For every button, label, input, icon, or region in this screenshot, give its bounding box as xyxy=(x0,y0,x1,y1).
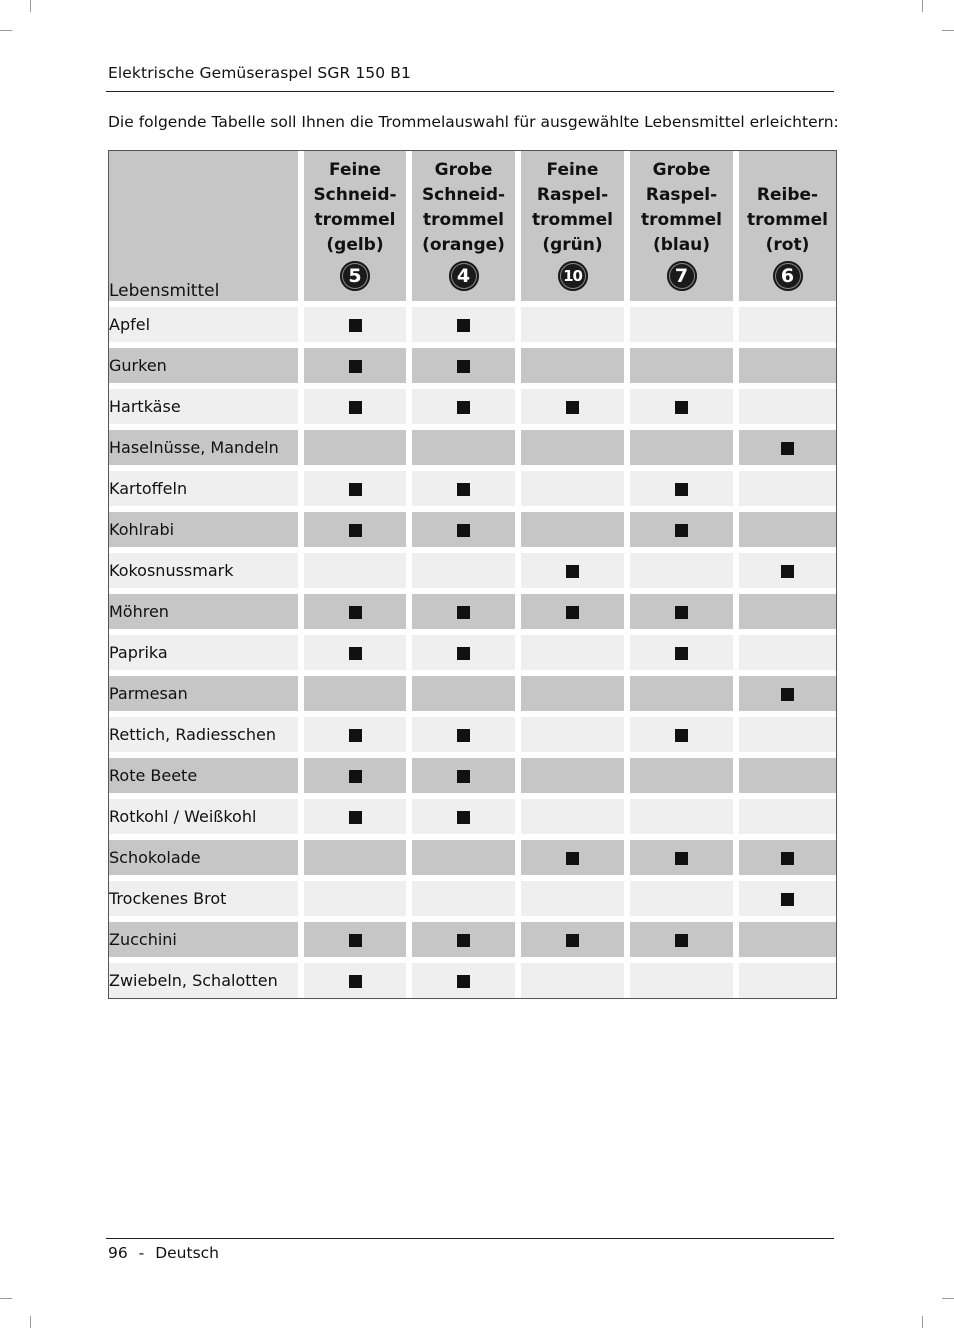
table-body xyxy=(109,307,836,998)
drum-suitability-cell xyxy=(630,430,739,471)
drum-suitability-cell xyxy=(630,512,739,553)
suitable-square-icon xyxy=(457,606,470,619)
table-row xyxy=(109,676,836,717)
crop-mark xyxy=(30,0,31,12)
suitable-square-icon xyxy=(349,729,362,742)
crop-mark xyxy=(922,0,923,12)
drum-suitability-cell xyxy=(521,676,630,717)
table-row xyxy=(109,963,836,998)
drum-suitability-cell xyxy=(304,635,412,676)
table-row xyxy=(109,307,836,348)
drum-suitability-cell xyxy=(739,512,836,553)
suitable-square-icon xyxy=(457,647,470,660)
table-header-row xyxy=(109,151,836,307)
page-header-title: Elektrische Gemüseraspel SGR 150 B1 xyxy=(108,64,411,82)
food-name-cell: Schokolade xyxy=(109,840,304,881)
table-row xyxy=(109,799,836,840)
food-name-cell: Zucchini xyxy=(109,922,304,963)
suitable-square-icon xyxy=(781,893,794,906)
header-line: Raspel- xyxy=(536,185,609,205)
drum-number-badge: 10 xyxy=(558,261,588,291)
drum-suitability-cell xyxy=(739,594,836,635)
suitable-square-icon xyxy=(566,852,579,865)
drum-suitability-cell xyxy=(412,676,521,717)
header-rule xyxy=(106,91,834,92)
drum-suitability-cell xyxy=(412,348,521,389)
header-line: trommel xyxy=(532,210,613,230)
table-row xyxy=(109,840,836,881)
food-name-cell: Möhren xyxy=(109,594,304,635)
header-line: (orange) xyxy=(422,235,505,255)
suitable-square-icon xyxy=(675,524,688,537)
food-name-cell: Rotkohl / Weißkohl xyxy=(109,799,304,840)
suitable-square-icon xyxy=(349,975,362,988)
drum-suitability-cell xyxy=(412,389,521,430)
food-name-cell: Kartoffeln xyxy=(109,471,304,512)
drum-suitability-cell xyxy=(630,881,739,922)
suitable-square-icon xyxy=(349,360,362,373)
drum-suitability-cell xyxy=(412,471,521,512)
table-row xyxy=(109,717,836,758)
suitable-square-icon xyxy=(457,934,470,947)
drum-suitability-cell xyxy=(304,717,412,758)
page-footer xyxy=(108,1244,219,1262)
drum-suitability-cell xyxy=(739,758,836,799)
drum-suitability-cell xyxy=(521,635,630,676)
drum-suitability-cell xyxy=(521,840,630,881)
footer-rule xyxy=(106,1238,834,1239)
drum-suitability-cell xyxy=(521,553,630,594)
table-row xyxy=(109,881,836,922)
drum-suitability-cell xyxy=(630,553,739,594)
suitable-square-icon xyxy=(781,852,794,865)
food-column-header: Lebensmittel xyxy=(109,151,304,307)
header-line: Raspel- xyxy=(645,185,718,205)
drum-suitability-cell xyxy=(412,758,521,799)
crop-mark xyxy=(30,1316,31,1328)
drum-suitability-cell xyxy=(630,471,739,512)
drum-selection-table xyxy=(108,150,837,999)
header-line: (rot) xyxy=(765,235,810,255)
drum-suitability-cell xyxy=(630,635,739,676)
drum-suitability-cell xyxy=(630,594,739,635)
suitable-square-icon xyxy=(349,483,362,496)
food-name-cell: Gurken xyxy=(109,348,304,389)
suitable-square-icon xyxy=(457,524,470,537)
drum-suitability-cell xyxy=(739,676,836,717)
drum-suitability-cell xyxy=(630,758,739,799)
suitable-square-icon xyxy=(675,729,688,742)
drum-number-badge: 6 xyxy=(773,261,803,291)
crop-mark xyxy=(942,1298,954,1299)
drum-suitability-cell xyxy=(630,307,739,348)
suitable-square-icon xyxy=(566,401,579,414)
page-number: 96 xyxy=(108,1244,128,1262)
suitable-square-icon xyxy=(566,606,579,619)
header-line: Grobe xyxy=(652,160,711,180)
suitable-square-icon xyxy=(349,770,362,783)
drum-suitability-cell xyxy=(412,594,521,635)
drum-column-header xyxy=(521,151,630,307)
header-line: trommel xyxy=(423,210,504,230)
header-line: Schneid- xyxy=(313,185,397,205)
drum-suitability-cell xyxy=(412,635,521,676)
food-name-cell: Rettich, Radiesschen xyxy=(109,717,304,758)
suitable-square-icon xyxy=(457,811,470,824)
drum-column-header xyxy=(739,151,836,307)
food-name-cell: Kokosnussmark xyxy=(109,553,304,594)
crop-mark xyxy=(942,30,954,31)
suitable-square-icon xyxy=(781,565,794,578)
crop-mark xyxy=(922,1316,923,1328)
food-name-cell: Kohlrabi xyxy=(109,512,304,553)
food-name-cell: Rote Beete xyxy=(109,758,304,799)
drum-suitability-cell xyxy=(304,594,412,635)
drum-suitability-cell xyxy=(304,676,412,717)
crop-mark xyxy=(0,1298,12,1299)
drum-number-badge: 5 xyxy=(340,261,370,291)
drum-suitability-cell xyxy=(739,307,836,348)
suitable-square-icon xyxy=(457,483,470,496)
drum-suitability-cell xyxy=(521,430,630,471)
drum-suitability-cell xyxy=(739,430,836,471)
drum-suitability-cell xyxy=(521,389,630,430)
intro-text: Die folgende Tabelle soll Ihnen die Trommelauswahl für ausgewählte Lebensmittel erleichtern: xyxy=(108,113,839,131)
food-name-cell: Zwiebeln, Schalotten xyxy=(109,963,304,998)
drum-suitability-cell xyxy=(739,635,836,676)
drum-suitability-cell xyxy=(630,348,739,389)
drum-suitability-cell xyxy=(739,348,836,389)
drum-number-badge: 7 xyxy=(667,261,697,291)
drum-suitability-cell xyxy=(412,512,521,553)
crop-mark xyxy=(0,30,12,31)
suitable-square-icon xyxy=(457,401,470,414)
suitable-square-icon xyxy=(566,934,579,947)
drum-suitability-cell xyxy=(630,840,739,881)
suitable-square-icon xyxy=(349,934,362,947)
drum-suitability-cell xyxy=(521,963,630,998)
drum-suitability-cell xyxy=(304,922,412,963)
suitable-square-icon xyxy=(349,319,362,332)
drum-suitability-cell xyxy=(630,717,739,758)
drum-suitability-cell xyxy=(412,307,521,348)
food-name-cell: Parmesan xyxy=(109,676,304,717)
drum-column-header xyxy=(630,151,739,307)
drum-suitability-cell xyxy=(521,512,630,553)
drum-suitability-cell xyxy=(412,840,521,881)
drum-suitability-cell xyxy=(412,430,521,471)
header-line: Feine xyxy=(546,160,599,180)
suitable-square-icon xyxy=(349,647,362,660)
suitable-square-icon xyxy=(675,934,688,947)
drum-suitability-cell xyxy=(739,963,836,998)
header-line: trommel xyxy=(641,210,722,230)
drum-suitability-cell xyxy=(739,717,836,758)
suitable-square-icon xyxy=(675,401,688,414)
drum-suitability-cell xyxy=(521,471,630,512)
suitable-square-icon xyxy=(457,975,470,988)
drum-suitability-cell xyxy=(630,963,739,998)
suitable-square-icon xyxy=(457,729,470,742)
drum-suitability-cell xyxy=(739,471,836,512)
drum-suitability-cell xyxy=(739,840,836,881)
drum-suitability-cell xyxy=(412,881,521,922)
table-row xyxy=(109,594,836,635)
food-name-cell: Apfel xyxy=(109,307,304,348)
table-row xyxy=(109,389,836,430)
footer-separator: - xyxy=(138,1244,145,1262)
suitable-square-icon xyxy=(349,811,362,824)
header-line xyxy=(739,158,836,183)
table-row xyxy=(109,635,836,676)
suitable-square-icon xyxy=(457,319,470,332)
suitable-square-icon xyxy=(349,401,362,414)
drum-suitability-cell xyxy=(304,512,412,553)
drum-suitability-cell xyxy=(304,963,412,998)
suitable-square-icon xyxy=(675,606,688,619)
drum-suitability-cell xyxy=(739,922,836,963)
drum-suitability-cell xyxy=(739,389,836,430)
drum-suitability-cell xyxy=(304,471,412,512)
suitable-square-icon xyxy=(349,606,362,619)
header-line: trommel xyxy=(314,210,396,230)
drum-suitability-cell xyxy=(304,430,412,471)
suitable-square-icon xyxy=(781,442,794,455)
drum-number-badge: 4 xyxy=(449,261,479,291)
drum-suitability-cell xyxy=(304,389,412,430)
table-row xyxy=(109,553,836,594)
suitable-square-icon xyxy=(457,360,470,373)
table-row xyxy=(109,758,836,799)
header-line: trommel xyxy=(747,210,828,230)
drum-suitability-cell xyxy=(412,922,521,963)
footer-language: Deutsch xyxy=(155,1244,219,1262)
drum-suitability-cell xyxy=(304,840,412,881)
drum-suitability-cell xyxy=(304,881,412,922)
food-name-cell: Hartkäse xyxy=(109,389,304,430)
drum-suitability-cell xyxy=(630,676,739,717)
drum-column-header xyxy=(304,151,412,307)
drum-suitability-cell xyxy=(739,881,836,922)
drum-suitability-cell xyxy=(521,348,630,389)
drum-suitability-cell xyxy=(739,799,836,840)
drum-suitability-cell xyxy=(304,307,412,348)
drum-suitability-cell xyxy=(521,594,630,635)
drum-suitability-cell xyxy=(304,799,412,840)
drum-column-header xyxy=(412,151,521,307)
table-row xyxy=(109,430,836,471)
header-line: Schneid- xyxy=(421,185,506,205)
suitable-square-icon xyxy=(675,852,688,865)
drum-suitability-cell xyxy=(521,799,630,840)
header-line: Grobe xyxy=(434,160,493,180)
table-row xyxy=(109,922,836,963)
food-name-cell: Paprika xyxy=(109,635,304,676)
drum-suitability-cell xyxy=(304,348,412,389)
table-row xyxy=(109,512,836,553)
header-line: (grün) xyxy=(542,235,603,255)
drum-suitability-cell xyxy=(630,389,739,430)
drum-suitability-cell xyxy=(630,922,739,963)
food-name-cell: Haselnüsse, Mandeln xyxy=(109,430,304,471)
drum-suitability-cell xyxy=(304,758,412,799)
drum-suitability-cell xyxy=(521,758,630,799)
suitable-square-icon xyxy=(566,565,579,578)
drum-suitability-cell xyxy=(412,963,521,998)
table-row xyxy=(109,348,836,389)
drum-suitability-cell xyxy=(304,553,412,594)
drum-suitability-cell xyxy=(630,799,739,840)
suitable-square-icon xyxy=(675,483,688,496)
drum-suitability-cell xyxy=(412,799,521,840)
header-line: Reibe- xyxy=(756,185,819,205)
suitable-square-icon xyxy=(675,647,688,660)
header-line: Feine xyxy=(329,160,381,180)
drum-suitability-cell xyxy=(521,307,630,348)
drum-suitability-cell xyxy=(521,922,630,963)
suitable-square-icon xyxy=(457,770,470,783)
drum-suitability-cell xyxy=(739,553,836,594)
drum-suitability-cell xyxy=(521,881,630,922)
drum-suitability-cell xyxy=(412,717,521,758)
drum-suitability-cell xyxy=(412,553,521,594)
header-line: (blau) xyxy=(652,235,711,255)
food-name-cell: Trockenes Brot xyxy=(109,881,304,922)
drum-suitability-cell xyxy=(521,717,630,758)
table-row xyxy=(109,471,836,512)
suitable-square-icon xyxy=(349,524,362,537)
suitable-square-icon xyxy=(781,688,794,701)
header-line: (gelb) xyxy=(326,235,384,255)
